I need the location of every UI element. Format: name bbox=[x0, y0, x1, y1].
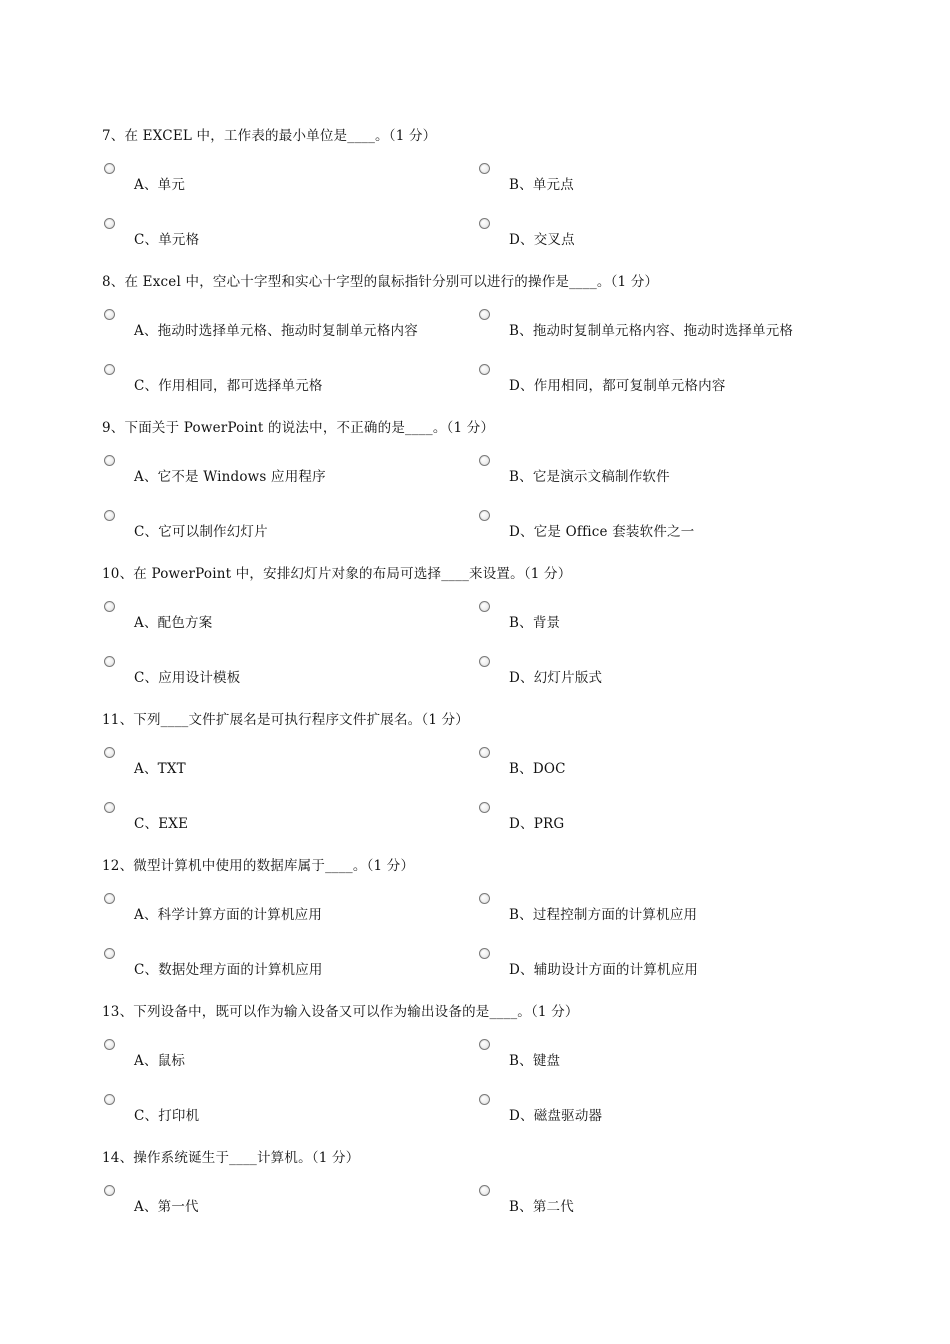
question-title: 13、下列设备中，既可以作为输入设备又可以作为输出设备的是____。（1 分） bbox=[102, 1004, 579, 1020]
option-radio[interactable] bbox=[104, 802, 115, 813]
option-radio[interactable] bbox=[479, 948, 490, 959]
option-radio[interactable] bbox=[104, 747, 115, 758]
option-label[interactable]: D、幻灯片版式 bbox=[509, 670, 603, 686]
option-label[interactable]: C、应用设计模板 bbox=[134, 670, 241, 686]
option-label[interactable]: D、辅助设计方面的计算机应用 bbox=[509, 962, 699, 978]
option-radio[interactable] bbox=[104, 893, 115, 904]
option-label[interactable]: A、第一代 bbox=[134, 1199, 199, 1215]
option-radio[interactable] bbox=[479, 1039, 490, 1050]
option-radio[interactable] bbox=[104, 1039, 115, 1050]
option-radio[interactable] bbox=[104, 948, 115, 959]
option-radio[interactable] bbox=[479, 163, 490, 174]
option-label[interactable]: C、数据处理方面的计算机应用 bbox=[134, 962, 323, 978]
option-label[interactable]: A、单元 bbox=[134, 177, 186, 193]
option-radio[interactable] bbox=[104, 1185, 115, 1196]
option-label[interactable]: C、它可以制作幻灯片 bbox=[134, 524, 268, 540]
question-title: 10、在 PowerPoint 中，安排幻灯片对象的布局可选择____来设置。（1 分） bbox=[102, 566, 572, 582]
option-label[interactable]: D、交叉点 bbox=[509, 232, 575, 248]
option-radio[interactable] bbox=[479, 364, 490, 375]
option-radio[interactable] bbox=[479, 601, 490, 612]
option-label[interactable]: B、拖动时复制单元格内容、拖动时选择单元格 bbox=[509, 323, 794, 339]
option-radio[interactable] bbox=[479, 656, 490, 667]
option-label[interactable]: A、科学计算方面的计算机应用 bbox=[134, 907, 323, 923]
option-radio[interactable] bbox=[104, 510, 115, 521]
option-label[interactable]: B、背景 bbox=[509, 615, 561, 631]
option-label[interactable]: B、键盘 bbox=[509, 1053, 561, 1069]
option-radio[interactable] bbox=[104, 455, 115, 466]
option-label[interactable]: A、鼠标 bbox=[134, 1053, 186, 1069]
option-radio[interactable] bbox=[104, 601, 115, 612]
option-radio[interactable] bbox=[479, 1094, 490, 1105]
option-radio[interactable] bbox=[104, 163, 115, 174]
question-title: 11、下列____文件扩展名是可执行程序文件扩展名。（1 分） bbox=[102, 712, 470, 728]
option-radio[interactable] bbox=[479, 893, 490, 904]
option-radio[interactable] bbox=[104, 309, 115, 320]
option-radio[interactable] bbox=[104, 656, 115, 667]
option-label[interactable]: A、拖动时选择单元格、拖动时复制单元格内容 bbox=[134, 323, 418, 339]
option-label[interactable]: C、作用相同，都可选择单元格 bbox=[134, 378, 323, 394]
question-title: 8、在 Excel 中，空心十字型和实心十字型的鼠标指针分别可以进行的操作是____。（1 分） bbox=[102, 274, 659, 290]
option-label[interactable]: C、打印机 bbox=[134, 1108, 200, 1124]
option-label[interactable]: C、单元格 bbox=[134, 232, 200, 248]
option-radio[interactable] bbox=[479, 218, 490, 229]
option-label[interactable]: B、过程控制方面的计算机应用 bbox=[509, 907, 698, 923]
option-radio[interactable] bbox=[479, 309, 490, 320]
option-label[interactable]: A、配色方案 bbox=[134, 615, 213, 631]
option-label[interactable]: B、第二代 bbox=[509, 1199, 574, 1215]
option-radio[interactable] bbox=[479, 1185, 490, 1196]
option-label[interactable]: B、单元点 bbox=[509, 177, 574, 193]
option-label[interactable]: A、TXT bbox=[134, 761, 186, 777]
option-radio[interactable] bbox=[479, 455, 490, 466]
option-label[interactable]: D、它是 Office 套装软件之一 bbox=[509, 524, 695, 540]
option-radio[interactable] bbox=[479, 747, 490, 758]
option-label[interactable]: B、DOC bbox=[509, 761, 566, 777]
question-title: 7、在 EXCEL 中，工作表的最小单位是____。（1 分） bbox=[102, 128, 437, 144]
option-label[interactable]: B、它是演示文稿制作软件 bbox=[509, 469, 670, 485]
option-label[interactable]: C、EXE bbox=[134, 816, 189, 832]
question-title: 9、下面关于 PowerPoint 的说法中，不正确的是____。（1 分） bbox=[102, 420, 495, 436]
option-radio[interactable] bbox=[479, 802, 490, 813]
option-radio[interactable] bbox=[479, 510, 490, 521]
question-title: 12、微型计算机中使用的数据库属于____。（1 分） bbox=[102, 858, 415, 874]
option-radio[interactable] bbox=[104, 364, 115, 375]
option-label[interactable]: D、磁盘驱动器 bbox=[509, 1108, 603, 1124]
question-title: 14、操作系统诞生于____计算机。（1 分） bbox=[102, 1150, 360, 1166]
option-radio[interactable] bbox=[104, 218, 115, 229]
option-label[interactable]: D、PRG bbox=[509, 816, 565, 832]
option-label[interactable]: A、它不是 Windows 应用程序 bbox=[134, 469, 326, 485]
option-label[interactable]: D、作用相同，都可复制单元格内容 bbox=[509, 378, 726, 394]
option-radio[interactable] bbox=[104, 1094, 115, 1105]
